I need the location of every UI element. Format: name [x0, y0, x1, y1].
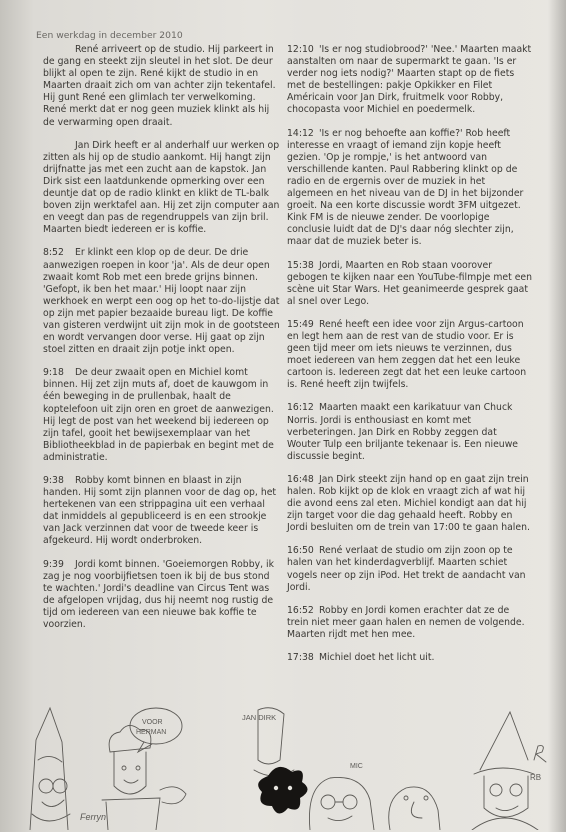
diary-entry — [287, 652, 533, 664]
entry-text: Michiel doet het licht uit. — [319, 652, 435, 664]
speech-bubble-text-1: VOOR — [142, 719, 163, 726]
entry-time: 16:48 — [287, 473, 314, 485]
diary-entry — [43, 559, 281, 632]
entry-time: 9:39 — [43, 558, 64, 570]
gnome-figure-icon — [30, 708, 70, 830]
entry-time: 15:38 — [287, 259, 314, 271]
pencil-sketch-illustration — [10, 690, 555, 830]
page-header: Een werkdag in december 2010 — [36, 30, 183, 41]
diary-entry — [287, 44, 533, 117]
speech-bubble-text-2: HERMAN — [136, 729, 167, 736]
diary-entry — [287, 402, 533, 462]
entry-text: Jan Dirk heeft er al anderhalf uur werken op zitten als hij op de studio aankomt. Hij hangt zijn drijfnatte jas met een zucht aan de kapstok. Jan Dirk sist een laatdunkende opmerking over een deuntje dat op de radio klinkt en klikt de TL-balk boven zijn werktafel aan. Hij zet zijn computer aan en veegt dan pas de regendruppels van zijn bril. Maarten biedt iedereen er is koffie. — [43, 139, 280, 236]
bignose-figure-icon — [389, 787, 440, 830]
diary-entry — [287, 474, 533, 534]
entry-time: 15:49 — [287, 318, 314, 330]
glasses-figure-icon — [309, 777, 374, 830]
entry-text: René verlaat de studio om zijn zoon op te halen van het kinderdagverblijf. Maarten schiet vogels neer op zijn iPod. Het trekt de aandacht van Jordi. — [287, 545, 526, 593]
diary-entry — [287, 260, 533, 308]
entry-text: Jordi, Maarten en Rob staan voorover gebogen te kijken naar een YouTube-filmpje met een scène uit Star Wars. Het geanimeerde gesprek gaat al snel over Lego. — [287, 259, 533, 307]
entry-text: Robby komt binnen en blaast in zijn handen. Hij somt zijn plannen voor de dag op, het hertekenen van een strippagina uit een verhaal dat inmiddels al gepubliceerd is en een strookje van Jack verzinnen dat voor de tweede keer is afgekeurd. Hij wordt onderbroken. — [43, 475, 277, 547]
signature-rb: RB — [530, 773, 542, 782]
entry-time: 16:12 — [287, 402, 314, 414]
ink-splat-figure-icon — [258, 767, 307, 814]
entry-text: René arriveert op de studio. Hij parkeert in de gang en steekt zijn sleutel in het slot. De deur blijkt al open te zijn. René kijkt de studio in en Maarten draait zich om van achter zijn tekentafel. Hij gunt René een glimlach ter verwelkoming. René merkt dat er nog geen muziek klinkt als hij de verwarming open draait. — [43, 44, 276, 128]
entry-time: 16:52 — [287, 604, 314, 616]
entry-text: Robby en Jordi komen erachter dat ze de trein niet meer gaan halen en nemen de volgende. Maarten rijdt met hen mee. — [287, 604, 525, 640]
chef-figure-icon — [102, 725, 186, 830]
wizard-figure-icon — [472, 712, 538, 830]
diary-entry — [43, 140, 281, 237]
entry-time: 17:38 — [287, 652, 314, 664]
entry-text: De deur zwaait open en Michiel komt binnen. Hij zet zijn muts af, doet de kauwgom in één beweging in de prullenbak, haalt de koptelefoon uit zijn oren en groet de aanwezigen. Hij legt de post van het weekend bij iedereen op zijn tafel, gooit het bewijsexemplaar van het Bibliotheekblad in de papierbak en begint met de administratie. — [43, 367, 274, 463]
diary-entry — [287, 319, 533, 392]
rb-signature-icon — [534, 746, 546, 762]
right-column — [287, 44, 533, 675]
left-column — [43, 44, 281, 642]
diary-entry — [43, 367, 281, 464]
signature-mic: MIC — [350, 763, 363, 770]
entry-time: 14:12 — [287, 127, 314, 139]
entry-time: 8:52 — [43, 247, 64, 259]
diary-entry — [43, 475, 281, 548]
diary-entry — [287, 128, 533, 249]
entry-time: 12:10 — [287, 44, 314, 55]
sketch-svg — [10, 690, 555, 830]
entry-text: Jordi komt binnen. 'Goeiemorgen Robby, ik zag je nog voorbijfietsen toen ik bij de bus stond te wachten.' Jordi's deadline van Circus Tent was de afgelopen vrijdag, dus hij neemt nog rustig de tijd om iedereen van een nieuwe bak koffie te voorzien. — [43, 558, 274, 631]
diary-entry — [287, 605, 533, 641]
entry-text: René heeft een idee voor zijn Argus-cartoon en legt hem aan de rest van de studio voor. Er is geen tijd meer om iets nieuws te verzinnen, dus moet iedereen van hem zeggen dat het een leuke cartoon is. Iedereen zegt dat het een leuke cartoon is. René heeft zijn twijfels. — [287, 318, 527, 391]
entry-text: Er klinkt een klop op de deur. De drie aanwezigen roepen in koor 'ja'. Als de deur open zwaait komt Rob met een brede grijns binnen. 'Gefopt, ik ben het maar.' Hij loopt naar zijn werkhoek en werpt een oog op het to-do-lijstje dat op zijn met papier bezaaide bureau ligt. De koffie van gisteren verdwijnt uit zijn mok in de gootsteen en wordt vervangen door verse. Hij gaat op zijn stoel zitten en draait zijn potje inkt open. — [43, 247, 280, 356]
entry-text: Jan Dirk steekt zijn hand op en gaat zijn trein halen. Rob kijkt op de klok en vraagt zich af wat hij die avond eens zal eten. Michiel kondigt aan dat hij zijn target voor die dag gehaald heeft. Robby en Jordi besluiten om de trein van 17:00 te gaan halen. — [287, 473, 530, 534]
signature-ferryn: Ferryn — [80, 812, 107, 822]
entry-time: 16:50 — [287, 545, 314, 557]
diary-entry — [43, 247, 281, 356]
entry-text: 'Is er nog behoefte aan koffie?' Rob heeft interesse en vraagt of iemand zijn kopje heeft gezien. 'Op je rompje,' is het antwoord van verschillende kanten. Paul Rabbering klinkt op de radio en de ergernis over de muziek in het algemeen en het niveau van de DJ in het bijzonder groeit. Na een korte discussie wordt 3FM uitgezet. Kink FM is de nieuwe zender. De voorlopige conclusie luidt dat de DJ's daar nóg slechter zijn, maar dat de muziek beter is. — [287, 127, 524, 248]
diary-entry — [43, 44, 281, 129]
signature-jan-dirk: JAN DIRK — [242, 713, 277, 722]
entry-text: 'Is er nog studiobrood?' 'Nee.' Maarten maakt aanstalten om naar de supermarkt te gaan. 'Is er verder nog iets nodig?' Maarten stapt op de fiets met de bestellingen: pakje Opkikker en Filet Américain voor Jan Dirk, fruitmelk voor Robby, chocopasta voor Michiel en poedermelk. — [287, 44, 532, 116]
entry-text: Maarten maakt een karikatuur van Chuck Norris. Jordi is enthousiast en komt met verbeteringen. Jan Dirk en Robby zeggen dat Wouter Tulp een briljante tekenaar is. Een nieuwe discussie begint. — [287, 402, 519, 462]
diary-entry — [287, 545, 533, 593]
entry-time: 9:38 — [43, 475, 64, 486]
entry-time: 9:18 — [43, 367, 64, 379]
